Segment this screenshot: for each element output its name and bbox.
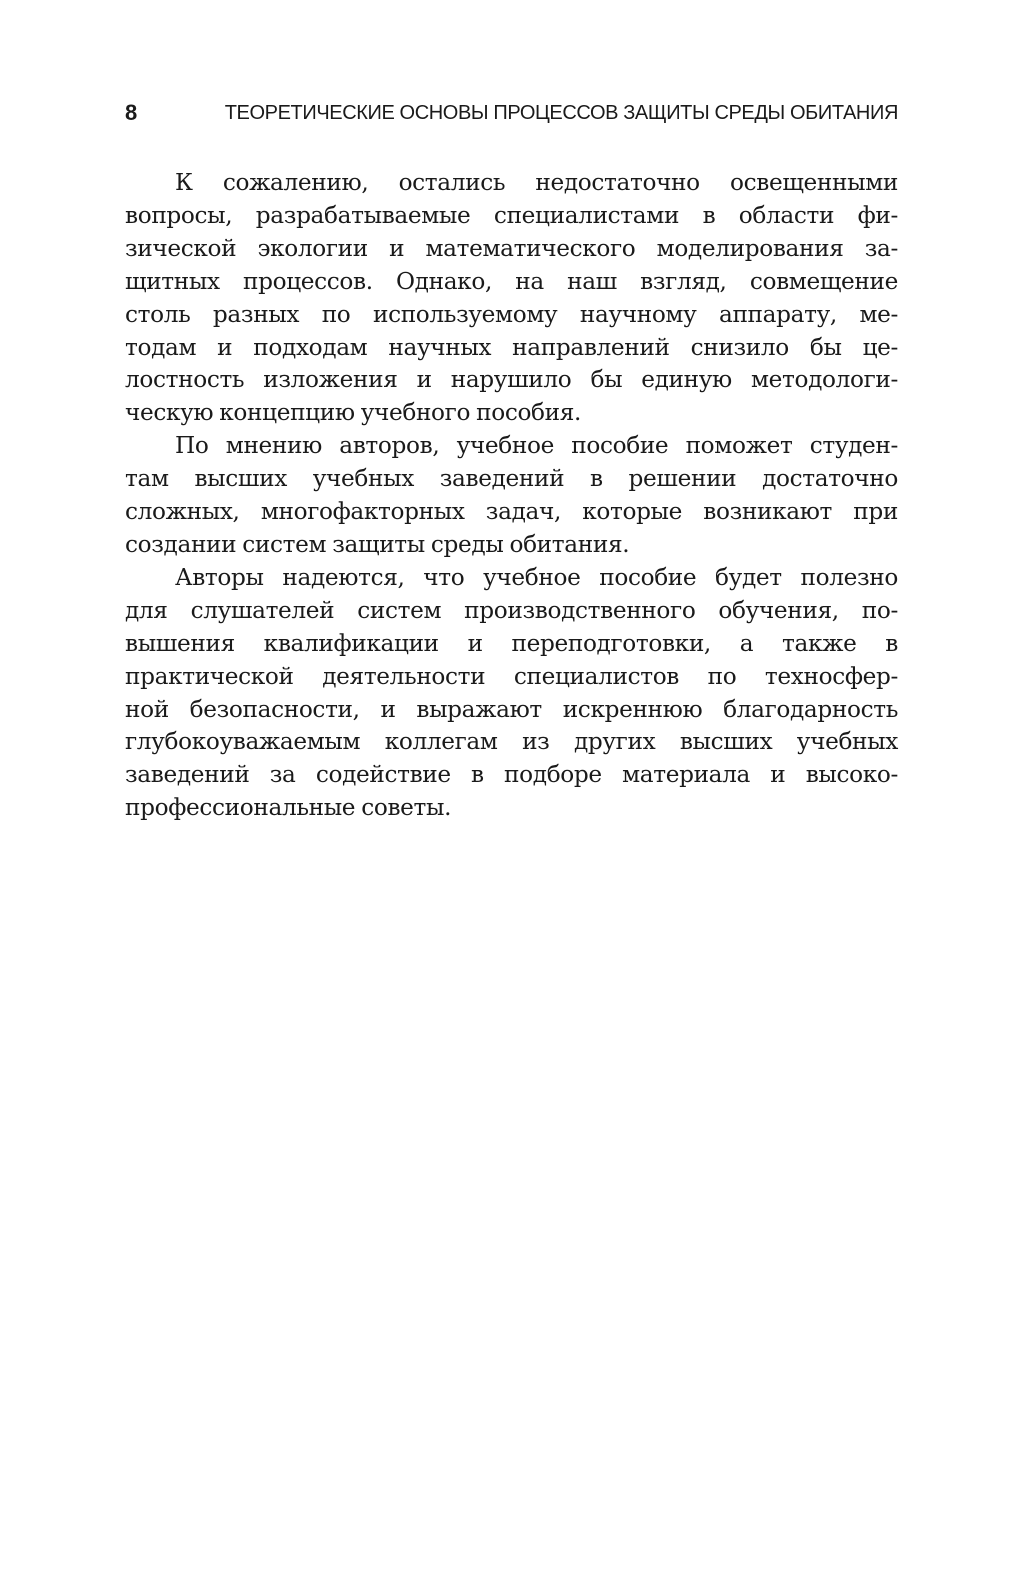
text-line: создании систем защиты среды обитания. (125, 530, 630, 558)
text-line: заведений за содействие в подборе материала и высоко- (125, 761, 898, 789)
text-line: практической деятельности специалистов по техносфер- (125, 662, 898, 690)
text-line: там высших учебных заведений в решении достаточно (125, 465, 898, 493)
text-line: тодам и подходам научных направлений снизило бы це- (125, 333, 898, 361)
text-line: зической экологии и математического моделирования за- (125, 234, 898, 262)
text-line: профессиональные советы. (125, 794, 452, 822)
text-line: глубокоуважаемым коллегам из других высших учебных (125, 728, 898, 756)
text-line: для слушателей систем производственного обучения, по- (125, 596, 898, 624)
text-line: По мнению авторов, учебное пособие поможет студен- (175, 432, 898, 460)
paragraph-2 (125, 430, 898, 562)
running-head (125, 97, 898, 129)
paragraph-1 (125, 167, 898, 430)
text-line: щитных процессов. Однако, на наш взгляд, совмещение (125, 267, 898, 295)
running-title: ТЕОРЕТИЧЕСКИЕ ОСНОВЫ ПРОЦЕССОВ ЗАЩИТЫ СРЕДЫ ОБИТАНИЯ (224, 102, 898, 124)
text-line: ческую концепцию учебного пособия. (125, 399, 582, 427)
text-line: К сожалению, остались недостаточно освещенными (175, 169, 898, 196)
text-line: лостность изложения и нарушило бы единую методологи- (125, 366, 898, 394)
paragraph-3 (125, 562, 898, 825)
text-line: столь разных по используемому научному аппарату, ме- (125, 300, 898, 328)
text-line: вопросы, разрабатываемые специалистами в области фи- (125, 201, 898, 229)
text-line: Авторы надеются, что учебное пособие будет полезно (175, 563, 898, 591)
text-line: сложных, многофакторных задач, которые возникают при (125, 498, 898, 526)
body-text (125, 167, 898, 825)
page-number: 8 (125, 100, 138, 125)
text-line: вышения квалификации и переподготовки, а также в (125, 629, 898, 657)
text-line: ной безопасности, и выражают искреннюю благодарность (125, 695, 898, 723)
